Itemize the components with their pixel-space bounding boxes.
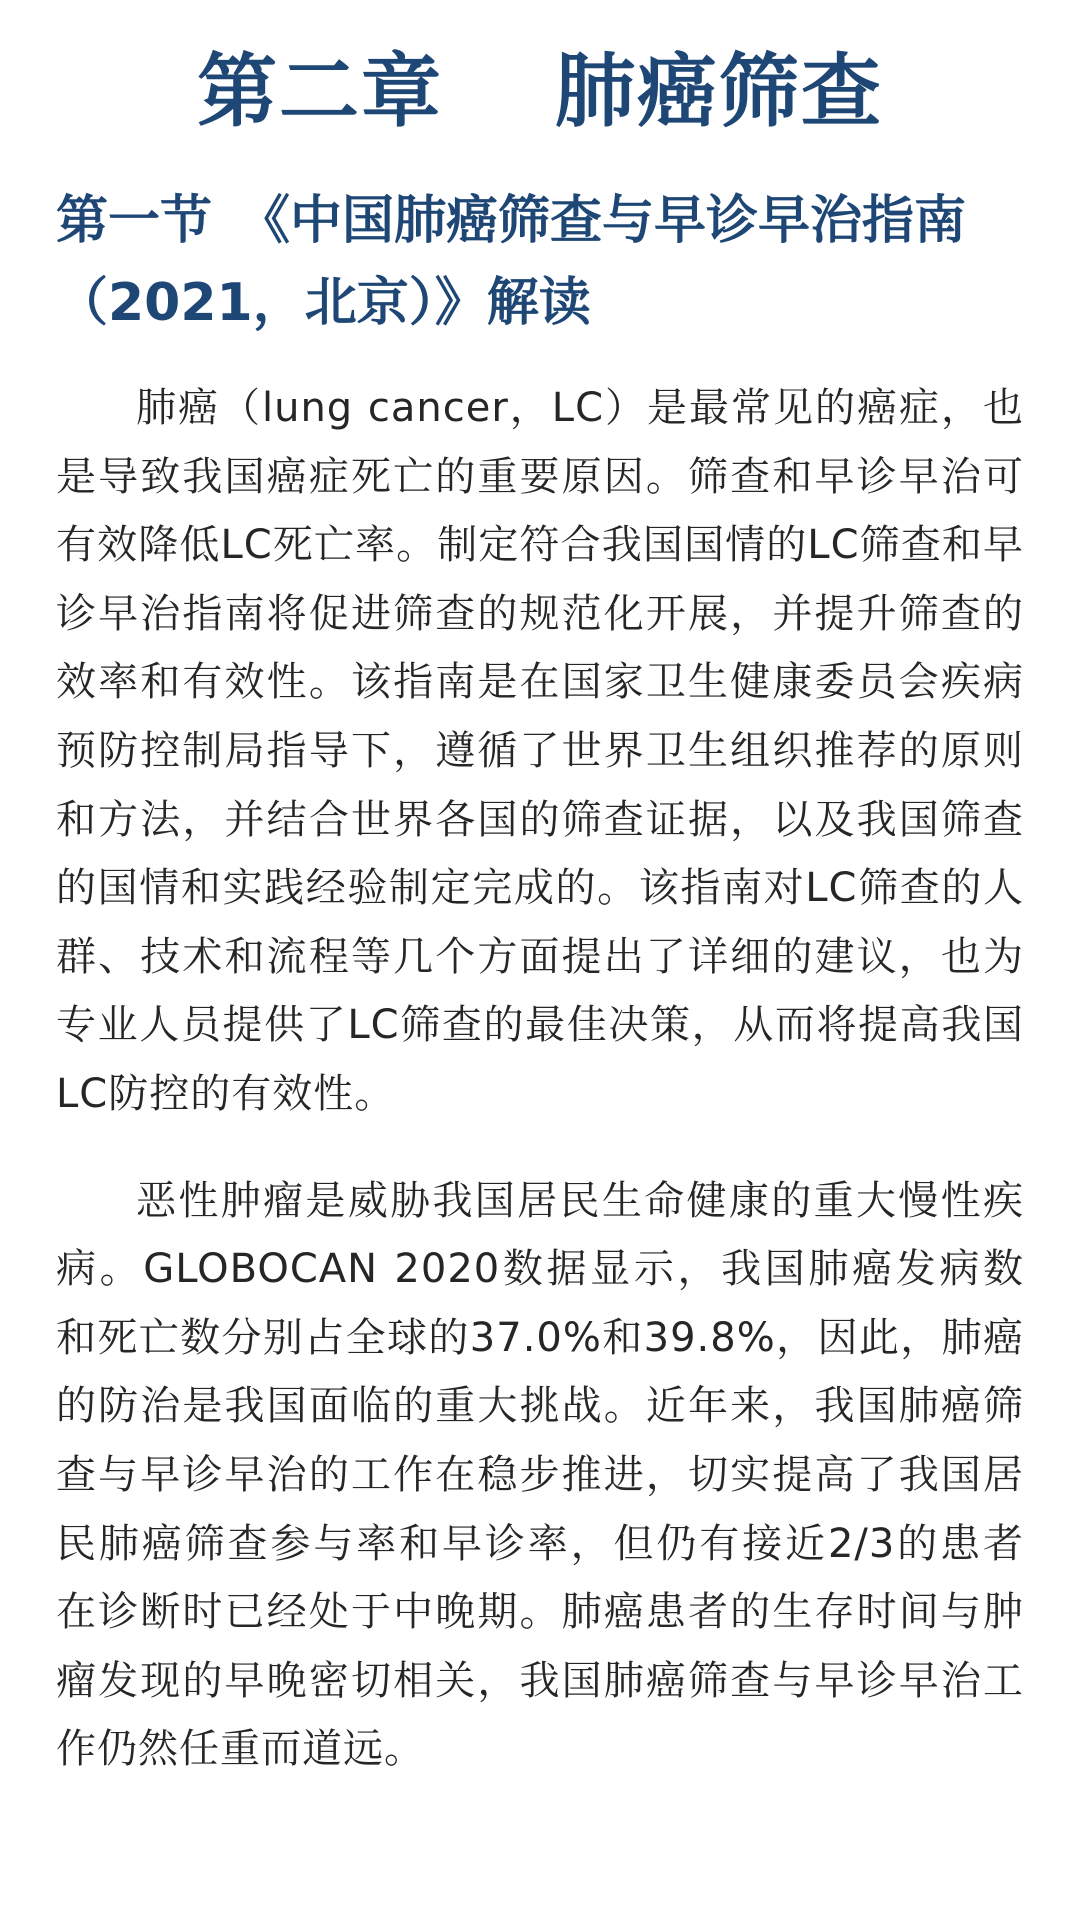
body-paragraph-1: 肺癌（lung cancer，LC）是最常见的癌症，也是导致我国癌症死亡的重要原因。筛查和早诊早治可有效降低LC死亡率。制定符合我国国情的LC筛查和早诊早治指南将促进筛查的规范化开展，并提升筛查的效率和有效性。该指南是在国家卫生健康委员会疾病预防控制局指导下，遵循了世界卫生组织推荐的原则和方法，并结合世界各国的筛查证据，以及我国筛查的国情和实践经验制定完成的。该指南对LC筛查的人群、技术和流程等几个方面提出了详细的建议，也为专业人员提供了LC筛查的最佳决策，从而将提高我国LC防控的有效性。 bbox=[56, 385, 1024, 1117]
section-title: 第一节 《中国肺癌筛查与早诊早治指南（2021，北京）》解读 bbox=[56, 191, 967, 333]
chapter-title: 第二章 肺癌筛查 bbox=[197, 45, 883, 138]
body-paragraph-2: 恶性肿瘤是威胁我国居民生命健康的重大慢性疾病。GLOBOCAN 2020数据显示，我国肺癌发病数和死亡数分别占全球的37.0%和39.8%，因此，肺癌的防治是我国面临的重大挑战。近年来，我国肺癌筛查与早诊早治的工作在稳步推进，切实提高了我国居民肺癌筛查参与率和早诊率，但仍有接近2/3的患者在诊断时已经处于中晚期。肺癌患者的生存时间与肿瘤发现的早晚密切相关，我国肺癌筛查与早诊早治工作仍然任重而道远。 bbox=[56, 1177, 1024, 1773]
